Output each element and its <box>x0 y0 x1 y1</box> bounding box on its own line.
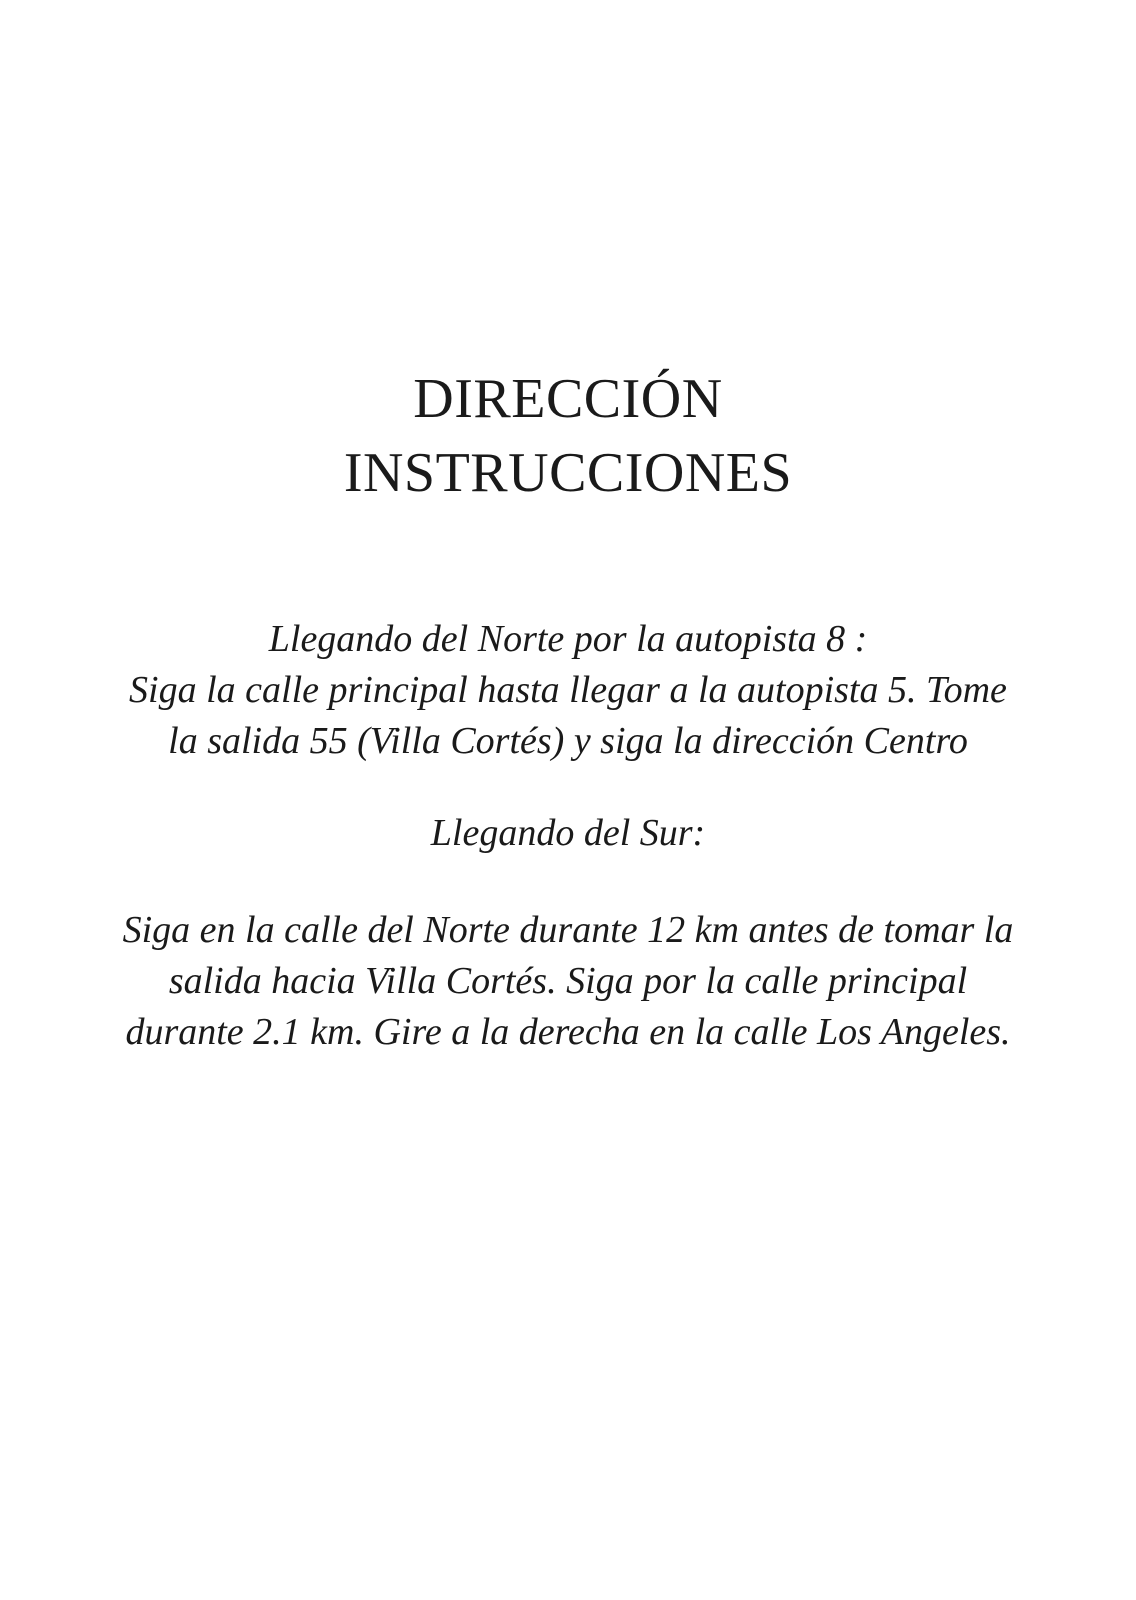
south-directions-heading <box>0 808 1136 859</box>
south-line-3: durante 2.1 km. Gire a la derecha en la calle Los Angeles. <box>125 1011 1011 1053</box>
title-line-1: DIRECCIÓN <box>413 368 723 430</box>
south-heading: Llegando del Sur: <box>430 812 706 854</box>
south-directions <box>0 905 1136 1058</box>
page-title <box>0 362 1136 510</box>
north-line-2: la salida 55 (Villa Cortés) y siga la dirección Centro <box>168 720 968 762</box>
north-heading: Llegando del Norte por la autopista 8 : <box>268 618 868 660</box>
title-line-2: INSTRUCCIONES <box>343 442 793 504</box>
south-line-2: salida hacia Villa Cortés. Siga por la calle principal <box>168 960 968 1002</box>
north-directions <box>0 614 1136 767</box>
north-line-1: Siga la calle principal hasta llegar a la autopista 5. Tome <box>129 669 1007 711</box>
south-line-1: Siga en la calle del Norte durante 12 km antes de tomar la <box>122 909 1014 951</box>
